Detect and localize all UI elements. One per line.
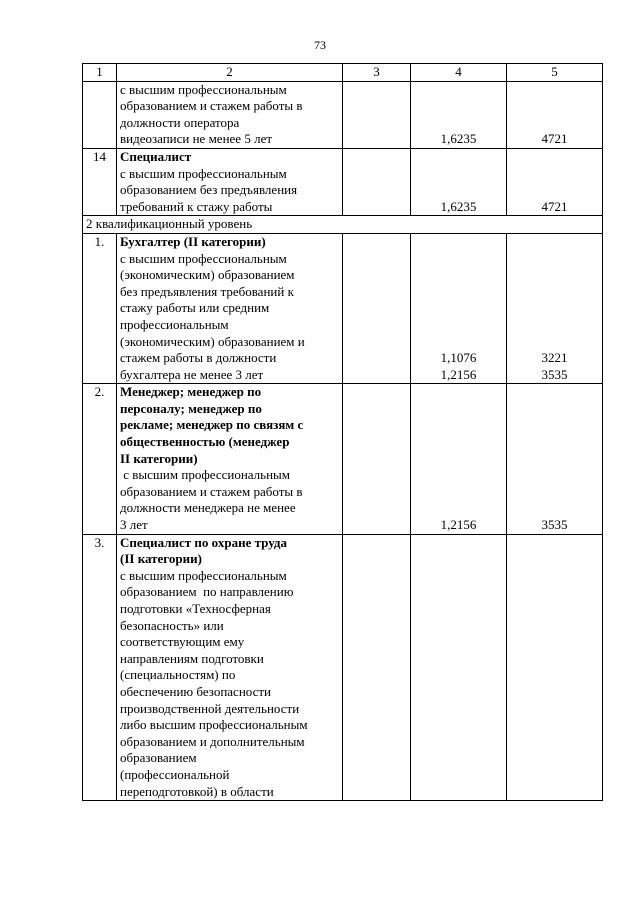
- row-salary: [507, 534, 603, 801]
- description-line: (экономическим) образованием: [120, 267, 295, 283]
- description-line: образованием по направлению: [120, 584, 294, 600]
- page-number: 73: [314, 38, 326, 52]
- coefficient-value: 1,2156: [440, 366, 477, 382]
- row-salary: [507, 233, 603, 383]
- description-line: образованием: [120, 750, 197, 766]
- description-line: требований к стажу работы: [120, 198, 273, 214]
- table-row-2: [83, 384, 603, 534]
- description-line: (экономическим) образованием и: [120, 333, 305, 349]
- row-number: 14: [83, 148, 117, 215]
- description-line: с высшим профессиональным: [120, 165, 287, 181]
- salary-value: 3535: [541, 517, 568, 533]
- description-line: должности менеджера не менее: [120, 500, 296, 516]
- description-line: образованием и дополнительным: [120, 733, 305, 749]
- row-salary: [507, 148, 603, 215]
- header-col-5: 5: [507, 64, 603, 82]
- description-line: с высшим профессиональным: [120, 81, 287, 97]
- position-title: персоналу; менеджер по: [120, 400, 262, 416]
- table-row-3: [83, 534, 603, 801]
- description-line: безопасность» или: [120, 617, 224, 633]
- row-col-3: [343, 148, 411, 215]
- row-coefficient: [411, 148, 507, 215]
- row-col-3: [343, 233, 411, 383]
- row-col-3: [343, 81, 411, 148]
- salary-value: 3535: [541, 366, 568, 382]
- description-line: стажу работы или средним: [120, 300, 270, 316]
- description-line: либо высшим профессиональным: [120, 717, 308, 733]
- description-line: (специальностям) по: [120, 667, 236, 683]
- coefficient-value: 1,2156: [440, 517, 477, 533]
- position-title: Специалист по охране труда: [120, 534, 287, 550]
- row-description: [117, 81, 343, 148]
- description-line: обеспечению безопасности: [120, 683, 272, 699]
- description-line: направлениям подготовки: [120, 650, 264, 666]
- row-salary: [507, 384, 603, 534]
- table-row-1: [83, 233, 603, 383]
- description-line: переподготовкой) в области: [120, 783, 274, 799]
- description-line: бухгалтера не менее 3 лет: [120, 366, 264, 382]
- header-col-1: 1: [83, 64, 117, 82]
- description-line: образованием без предъявления: [120, 182, 298, 198]
- description-line: с высшим профессиональным: [120, 567, 287, 583]
- row-number: 1.: [83, 233, 117, 383]
- description-line: образованием и стажем работы в: [120, 98, 303, 114]
- qualification-level-label: 2 квалификационный уровень: [83, 216, 603, 234]
- description-line: (профессиональной: [120, 766, 230, 782]
- row-description: [117, 148, 343, 215]
- position-title: Бухгалтер (II категории): [120, 233, 266, 249]
- position-title: (II категории): [120, 551, 202, 567]
- row-description: [117, 534, 343, 801]
- row-coefficient: [411, 534, 507, 801]
- table-row-14: [83, 148, 603, 215]
- salary-value: 4721: [541, 131, 568, 147]
- row-salary: [507, 81, 603, 148]
- salary-value: 3221: [541, 350, 568, 366]
- header-col-3: 3: [343, 64, 411, 82]
- description-line: профессиональным: [120, 316, 229, 332]
- coefficient-value: 1,6235: [440, 198, 477, 214]
- description-line: без предъявления требований к: [120, 283, 294, 299]
- row-number: 3.: [83, 534, 117, 801]
- header-col-4: 4: [411, 64, 507, 82]
- row-description: [117, 384, 343, 534]
- row-number: 2.: [83, 384, 117, 534]
- qualification-level-row: [83, 216, 603, 234]
- description-line: 3 лет: [120, 517, 148, 533]
- position-title: Менеджер; менеджер по: [120, 384, 262, 400]
- description-line: производственной деятельности: [120, 700, 300, 716]
- row-col-3: [343, 534, 411, 801]
- qualification-table: [82, 63, 603, 801]
- row-description: [117, 233, 343, 383]
- description-line: с высшим профессиональным: [120, 250, 287, 266]
- row-coefficient: [411, 384, 507, 534]
- description-line: соответствующим ему: [120, 634, 245, 650]
- description-line: с высшим профессиональным: [120, 467, 291, 483]
- header-col-2: 2: [117, 64, 343, 82]
- description-line: образованием и стажем работы в: [120, 483, 303, 499]
- row-coefficient: [411, 233, 507, 383]
- description-line: подготовки «Техносферная: [120, 601, 271, 616]
- description-line: должности оператора: [120, 114, 240, 130]
- coefficient-value: 1,1076: [440, 350, 477, 366]
- description-line: видеозаписи не менее 5 лет: [120, 131, 273, 147]
- position-title: Специалист: [120, 148, 192, 164]
- table-row-continued: [83, 81, 603, 148]
- position-title: II категории): [120, 450, 198, 466]
- position-title: общественностью (менеджер: [120, 434, 290, 450]
- salary-value: 4721: [541, 198, 568, 214]
- table-header-row: [83, 64, 603, 82]
- position-title: рекламе; менеджер по связям с: [120, 417, 304, 433]
- row-coefficient: [411, 81, 507, 148]
- description-line: стажем работы в должности: [120, 350, 277, 366]
- coefficient-value: 1,6235: [440, 131, 477, 147]
- row-number: [83, 81, 117, 148]
- row-col-3: [343, 384, 411, 534]
